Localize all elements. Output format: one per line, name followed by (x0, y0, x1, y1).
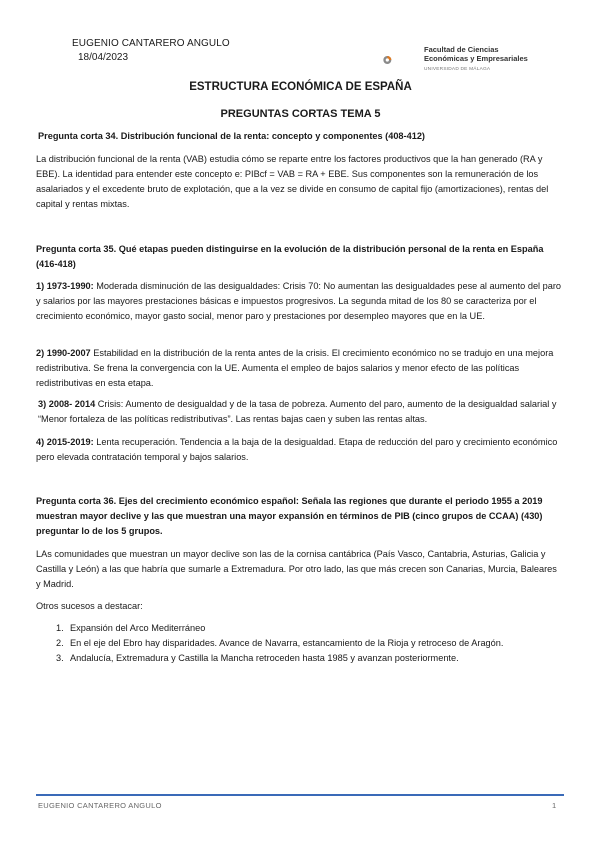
document-subtitle: PREGUNTAS CORTAS TEMA 5 (220, 108, 381, 120)
q35-heading: Pregunta corta 35. Qué etapas pueden distinguirse en la evolución de la distribución personal de la renta en España (416-418) (36, 244, 544, 269)
q35-stage-4 (36, 435, 564, 465)
list-item (56, 651, 564, 666)
stage-label: 1) 1973-1990: (36, 281, 94, 291)
q36-others-label: Otros sucesos a destacar: (36, 601, 143, 611)
q36-heading: Pregunta corta 36. Ejes del crecimiento económico español: Señala las regiones que durante el periodo 1955 a 2019 muestran mayor declive y las que muestran una mayor expansión en términos de PIB (cinco grupos de CCAA) (430) preguntar lo de los 5 grupos. (36, 496, 543, 536)
list-number: 3. (56, 653, 64, 663)
footer-author: EUGENIO CANTARERO ANGULO (38, 801, 162, 810)
q34-body: La distribución funcional de la renta (VAB) estudia cómo se reparte entre los factores productivos que la han generado (RA y EBE). La identidad para entender este concepto e: PIBcf = VAB = RA + EBE. Sus componentes son la remuneración de los asalariados y el excedente bruto de explotación, que a la vez se divide en consumo de capital fijo (amortizaciones), rentas del capital y rentas mixtas. (36, 154, 549, 209)
logo-text (424, 45, 528, 63)
list-text: Expansión del Arco Mediterráneo (70, 623, 206, 633)
list-text: En el eje del Ebro hay disparidades. Avance de Navarra, estancamiento de la Rioja y retroceso de Aragón. (70, 638, 504, 648)
stage-label: 4) 2015-2019: (36, 437, 94, 447)
q34-heading: Pregunta corta 34. Distribución funcional de la renta: concepto y componentes (408-412) (38, 131, 425, 141)
document-title: ESTRUCTURA ECONÓMICA DE ESPAÑA (189, 81, 412, 93)
stage-label: 2) 1990-2007 (36, 348, 91, 358)
logo-line-2: Económicas y Empresariales (424, 54, 528, 63)
list-number: 1. (56, 623, 64, 633)
q36-body: LAs comunidades que muestran un mayor declive son las de la cornisa cantábrica (País Vasco, Cantabria, Asturias, Galicia y Castilla y León) a las que habría que sumarle a Extremadura. Por otro lado, las que más crecen son Canarias, Murcia, Baleares y Madrid. (36, 549, 557, 589)
footer-divider (36, 794, 564, 796)
list-text: Andalucía, Extremadura y Castilla la Mancha retroceden hasta 1985 y avanzan posteriormente. (70, 653, 459, 663)
stage-text: Moderada disminución de las desigualdades: Crisis 70: No aumentan las desigualdades pese al aumento del paro y salarios por las mayores prestaciones básicas e impuestos progresivos. La segunda mitad de los 80 se caracteriza por el crecimiento económico, mayor gasto social, menor paro y prestaciones por desempleo mayores que en la UE. (36, 281, 562, 321)
stage-text: Crisis: Aumento de desigualdad y de la tasa de pobreza. Aumento del paro, aumento de la desigualdad salarial y “Menor fortaleza de las políticas redistributivas”. Las rentas bajas caen y suben las rentas altas. (38, 399, 557, 424)
list-item (56, 636, 564, 651)
page-number: 1 (552, 801, 557, 810)
logo-line-3: UNIVERSIDAD DE MÁLAGA (424, 67, 491, 72)
list-item (56, 621, 564, 636)
q35-stage-1 (36, 279, 564, 324)
faculty-logo-icon (382, 42, 422, 78)
stage-text: Estabilidad en la distribución de la renta antes de la crisis. El crecimiento económico no se tradujo en una mejora redistributiva. Se frena la convergencia con la UE. Aumenta el empleo de bajos salarios y menor efecto de las políticas redistributivas en esta etapa. (36, 348, 554, 388)
stage-label: 3) 2008- 2014 (38, 399, 96, 409)
q35-stage-3 (38, 397, 566, 427)
logo-line-1: Facultad de Ciencias (424, 45, 499, 54)
q35-stage-2 (36, 346, 564, 391)
header-author: EUGENIO CANTARERO ANGULO (72, 38, 230, 49)
list-number: 2. (56, 638, 64, 648)
header-date: 18/04/2023 (78, 52, 129, 63)
stage-text: Lenta recuperación. Tendencia a la baja de la desigualdad. Etapa de reducción del paro y crecimiento económico pero elevada contratación temporal y bajos salarios. (36, 437, 558, 462)
